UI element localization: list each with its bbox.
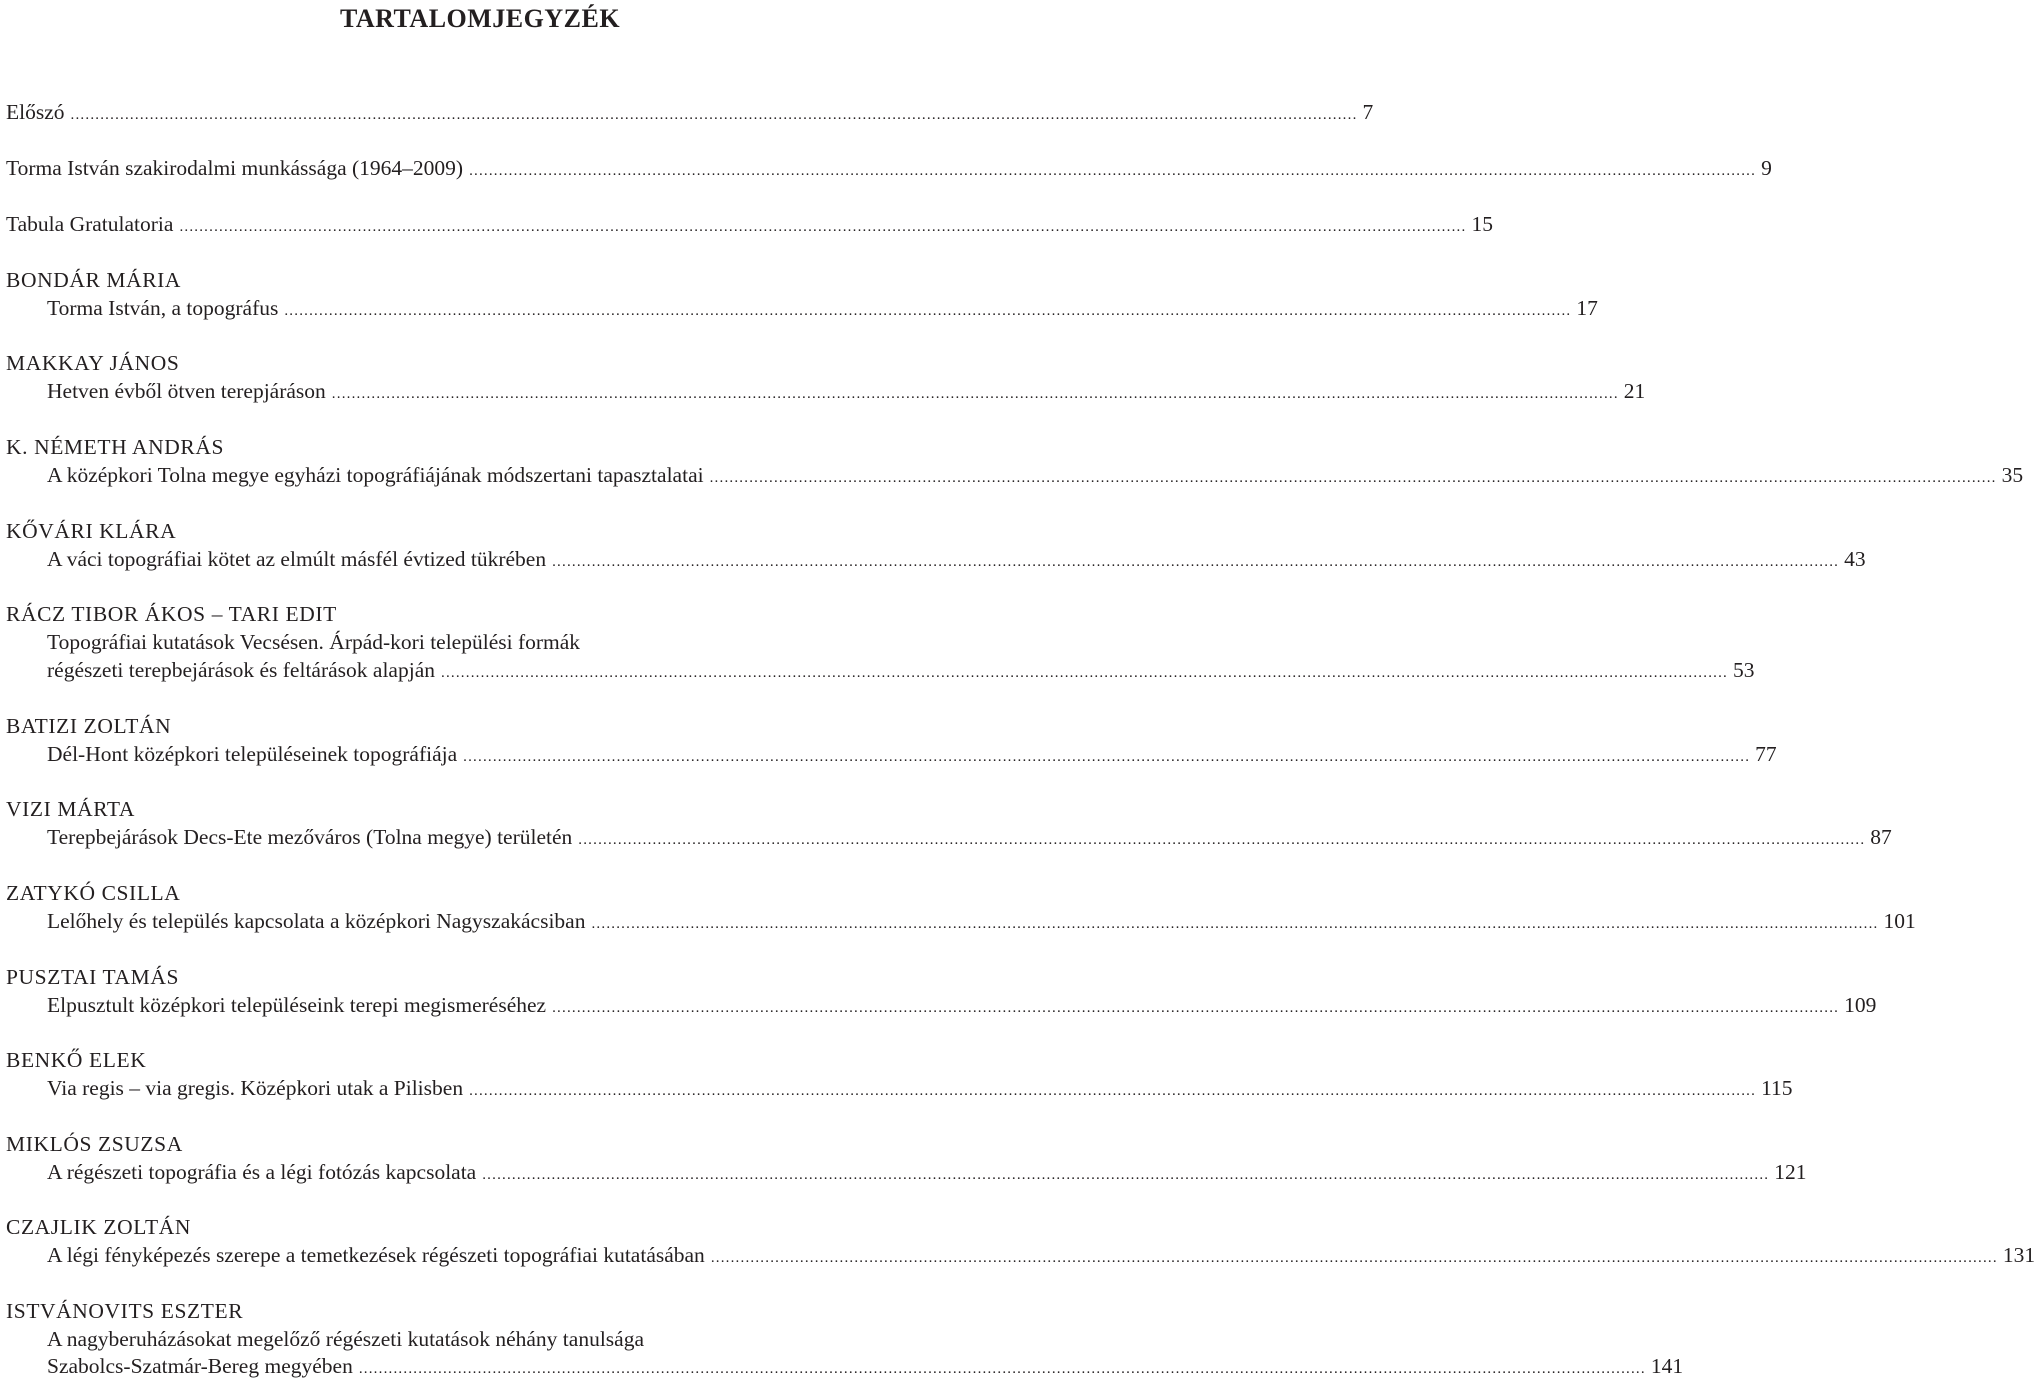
page-number: 121 — [1774, 1160, 1807, 1184]
dot-leader: .................................................................................................................................................................................................................................................................... — [358, 1361, 1646, 1377]
entry-author: BATIZI ZOLTÁN — [6, 714, 172, 738]
page-number: 87 — [1870, 825, 1892, 849]
entry-author: ISTVÁNOVITS ESZTER — [6, 1299, 244, 1323]
entry-title: Tabula Gratulatoria — [6, 212, 174, 236]
dot-leader: .................................................................................................................................................................................................................................................................... — [578, 832, 1866, 848]
entry-title: A középkori Tolna megye egyházi topográfiájának módszertani tapasztalatai — [47, 463, 704, 487]
dot-leader: .................................................................................................................................................................................................................................................................... — [469, 1083, 1757, 1099]
toc-entry-title-line[interactable] — [47, 460, 2024, 490]
page-number: 15 — [1471, 212, 1493, 236]
page-number: 17 — [1576, 296, 1598, 320]
toc-entry-title-line[interactable] — [47, 1351, 1684, 1381]
entry-author: ZATYKÓ CSILLA — [6, 881, 181, 905]
entry-title: Torma István, a topográfus — [47, 296, 279, 320]
entry-title: A légi fényképezés szerepe a temetkezések régészeti topográfiai kutatásában — [47, 1243, 705, 1267]
toc-entry-tabula[interactable] — [6, 209, 1493, 239]
entry-title: Via regis – via gregis. Középkori utak a Pilisben — [47, 1076, 464, 1100]
page-number: 101 — [1883, 909, 1916, 933]
entry-author: RÁCZ TIBOR ÁKOS – TARI EDIT — [6, 602, 337, 626]
entry-title: Hetven évből ötven terepjáráson — [47, 379, 326, 403]
entry-author: K. NÉMETH ANDRÁS — [6, 435, 225, 459]
entry-author: CZAJLIK ZOLTÁN — [6, 1215, 191, 1239]
page-number: 7 — [1362, 100, 1374, 124]
toc-entry-title-line[interactable] — [47, 822, 1892, 852]
entry-author: PUSZTAI TAMÁS — [6, 965, 179, 989]
dot-leader: .................................................................................................................................................................................................................................................................... — [284, 303, 1572, 319]
dot-leader: .................................................................................................................................................................................................................................................................... — [552, 1000, 1840, 1016]
page-number: 141 — [1650, 1354, 1684, 1378]
entry-author: MAKKAY JÁNOS — [6, 351, 180, 375]
entry-title: Terepbejárások Decs-Ete mezőváros (Tolna megye) területén — [47, 825, 573, 849]
toc-entry-title-line[interactable] — [47, 739, 1777, 769]
dot-leader: .................................................................................................................................................................................................................................................................... — [331, 386, 1619, 402]
entry-author: BONDÁR MÁRIA — [6, 268, 182, 292]
page-number: 77 — [1755, 742, 1777, 766]
toc-entry-preface[interactable] — [6, 97, 1374, 127]
entry-author: BENKŐ ELEK — [6, 1048, 147, 1072]
toc-entry-bibliography[interactable] — [6, 153, 1772, 183]
entry-title: Elpusztult középkori településeink terepi megismeréséhez — [47, 993, 547, 1017]
toc-entry-title-line[interactable] — [47, 1240, 2035, 1270]
dot-leader: .................................................................................................................................................................................................................................................................... — [552, 554, 1840, 570]
entry-title: Torma István szakirodalmi munkássága (1964–2009) — [6, 156, 464, 180]
entry-title: Előszó — [6, 100, 65, 124]
page-number: 35 — [2001, 463, 2024, 487]
toc-entry-title-line[interactable] — [47, 906, 1916, 936]
dot-leader: .................................................................................................................................................................................................................................................................... — [441, 665, 1728, 681]
entry-title: A régészeti topográfia és a légi fotózás kapcsolata — [47, 1160, 477, 1184]
page-number: 21 — [1623, 379, 1646, 403]
page-number: 43 — [1844, 547, 1866, 571]
page-number: 9 — [1761, 156, 1772, 180]
page-number: 131 — [2002, 1243, 2035, 1267]
page-number: 115 — [1761, 1076, 1793, 1100]
entry-title-line: Topográfiai kutatások Vecsésen. Árpád-kori települési formák — [47, 630, 581, 654]
entry-title: A váci topográfiai kötet az elmúlt másfél évtized tükrében — [47, 547, 547, 571]
toc-entry-title-line[interactable] — [47, 376, 1646, 406]
entry-title: Lelőhely és település kapcsolata a középkori Nagyszakácsiban — [47, 909, 586, 933]
dot-leader: .................................................................................................................................................................................................................................................................... — [709, 470, 1997, 486]
dot-leader: .................................................................................................................................................................................................................................................................... — [469, 163, 1757, 179]
toc-entry-title-line[interactable] — [47, 293, 1598, 323]
toc-entry-title-line[interactable] — [47, 655, 1755, 685]
entry-title: Szabolcs-Szatmár-Bereg megyében — [47, 1354, 353, 1378]
entry-author: KŐVÁRI KLÁRA — [6, 519, 177, 543]
entry-title-line: A nagyberuházásokat megelőző régészeti kutatások néhány tanulsága — [47, 1327, 644, 1351]
toc-entry-title-line[interactable] — [47, 1073, 1793, 1103]
dot-leader: .................................................................................................................................................................................................................................................................... — [710, 1250, 1998, 1266]
dot-leader: .................................................................................................................................................................................................................................................................... — [179, 219, 1467, 235]
toc-entry-title-line[interactable] — [47, 1157, 1807, 1187]
entry-author: MIKLÓS ZSUZSA — [6, 1132, 183, 1156]
page-title: TARTALOMJEGYZÉK — [339, 4, 621, 33]
dot-leader: .................................................................................................................................................................................................................................................................... — [70, 107, 1358, 123]
entry-title: régészeti terepbejárások és feltárások alapján — [47, 658, 435, 682]
entry-author: VIZI MÁRTA — [6, 797, 135, 821]
entry-title: Dél-Hont középkori településeinek topográfiája — [47, 742, 458, 766]
page-number: 109 — [1844, 993, 1877, 1017]
dot-leader: .................................................................................................................................................................................................................................................................... — [591, 916, 1879, 932]
dot-leader: .................................................................................................................................................................................................................................................................... — [463, 749, 1751, 765]
dot-leader: .................................................................................................................................................................................................................................................................... — [482, 1167, 1770, 1183]
toc-entry-title-line[interactable] — [47, 990, 1877, 1020]
page-number: 53 — [1733, 658, 1755, 682]
toc-entry-title-line[interactable] — [47, 544, 1866, 574]
